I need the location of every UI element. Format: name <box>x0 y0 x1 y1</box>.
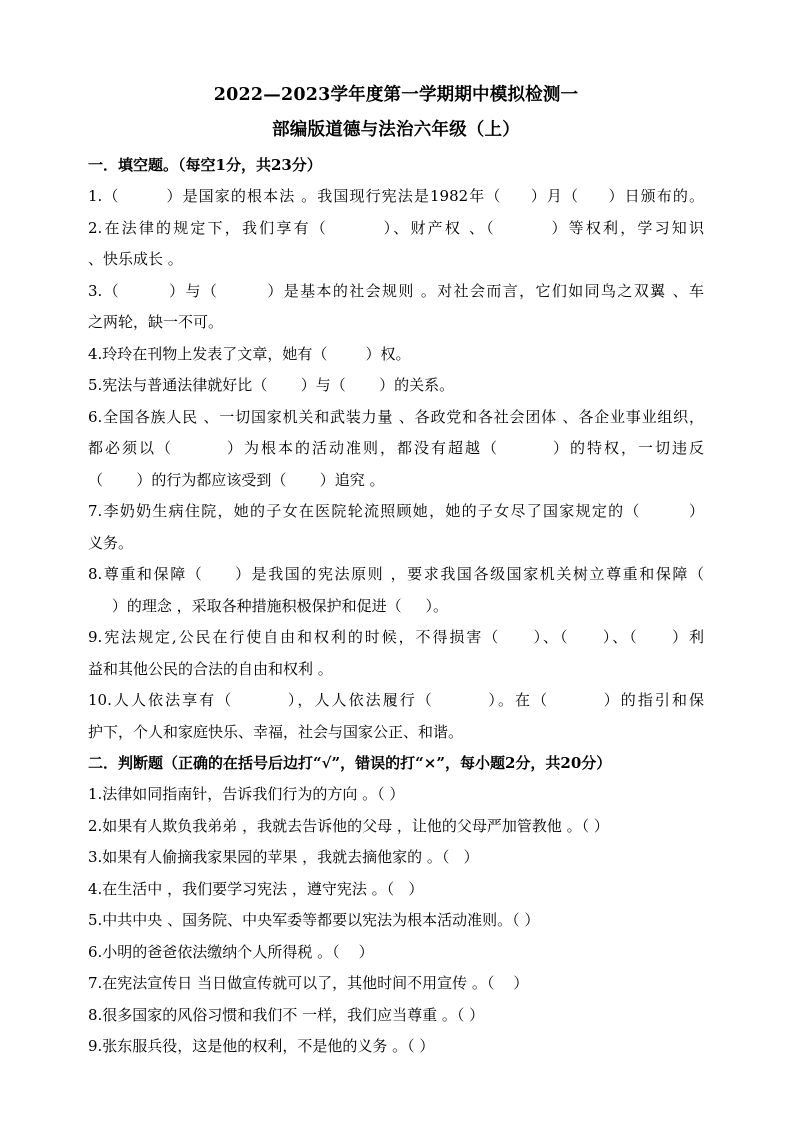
fill-question-line: 2.在法律的规定下，我们享有（ ）、财产权 、（ ）等权利，学习知识 <box>88 218 704 237</box>
judge-question-line: 5.中共中央 、国务院、中央军委等都要以宪法为根本活动准则。（ ） <box>88 911 540 929</box>
judge-question-line: 2.如果有人欺负我弟弟 ，我就去告诉他的父母 ，让他的父母严加管教他 。（ ） <box>88 816 609 835</box>
fill-question-line: 10.人人依法享有（ ），人人依法履行（ ）。在（ ）的指引和保 <box>88 691 704 709</box>
true-false-section <box>88 748 704 1063</box>
judge-question-line: 3.如果有人偷摘我家果园的苹果 ，我就去摘他家的 。（ ） <box>88 848 479 866</box>
fill-question-line: 之两轮，缺一不可。 <box>88 313 224 331</box>
judge-question-line: 4.在生活中 ，我们要学习宪法 ，遵守宪法 。（ ） <box>88 879 424 898</box>
fill-in-heading: 一．填空题。（每空1分，共23分） <box>88 156 322 174</box>
fill-question-line: 义务。 <box>88 533 134 552</box>
fill-question-line: 5.宪法与普通法律就好比（ ）与（ ）的关系。 <box>88 376 455 394</box>
fill-question-line: 3.（ ）与（ ）是基本的社会规则 。对社会而言，它们如同鸟之双翼 、车 <box>88 281 704 300</box>
judge-question-line: 7.在宪法宣传日 当日做宣传就可以了，其他时间不用宣传 。（ ） <box>88 974 529 992</box>
fill-question-line: 6.全国各族人民 、一切国家机关和武装力量 、各政党和各社会团体 、各企业事业组织， <box>88 407 704 426</box>
true-false-heading: 二．判断题（正确的在括号后边打“√”，错误的打“×”，每小题2分，共20分） <box>88 754 612 772</box>
judge-question-line: 6.小明的爸爸依法缴纳个人所得税 。（ ） <box>88 942 374 961</box>
fill-question-line: 益和其他公民的合法的自由和权利 。 <box>88 659 333 678</box>
exam-page <box>88 82 704 1063</box>
fill-question-line: 8.尊重和保障（ ）是我国的宪法原则 ，要求我国各级国家机关树立尊重和保障（ <box>88 565 704 583</box>
fill-question-line: 7.李奶奶生病住院，她的子女在医院轮流照顾她，她的子女尽了国家规定的（ ） <box>88 502 704 520</box>
fill-in-section <box>88 150 704 748</box>
fill-question-line: ）的理念 ，采取各种措施积极保护和促进（ ）。 <box>88 596 448 615</box>
fill-question-line: 护下，个人和家庭快乐、幸福，社会与国家公正、和谐。 <box>88 722 464 741</box>
judge-question-line: 9.张东服兵役，这是他的权利，不是他的义务 。（ ） <box>88 1037 435 1055</box>
fill-question-line: 1.（ ）是国家的根本法 。我国现行宪法是1982年（ ）月（ ）日颁布的。 <box>88 187 704 205</box>
fill-question-line: 、快乐成长 。 <box>88 250 183 268</box>
fill-question-line: 都必须以（ ）为根本的活动准则，都没有超越（ ）的特权，一切违反 <box>88 439 704 457</box>
exam-title: 2022—2023学年度第一学期期中模拟检测一 <box>213 85 579 105</box>
judge-question-line: 8.很多国家的风俗习惯和我们不 一样，我们应当尊重 。（ ） <box>88 1005 485 1024</box>
fill-question-line: 9.宪法规定,公民在行使自由和权利的时候，不得损害（ ）、（ ）、（ ）利 <box>88 628 704 646</box>
judge-question-line: 1.法律如同指南针，告诉我们行为的方向 。（ ） <box>88 785 405 803</box>
exam-subtitle: 部编版道德与法治六年级（上） <box>272 120 520 140</box>
fill-question-line: （ ）的行为都应该受到（ ）追究 。 <box>88 470 385 489</box>
fill-question-line: 4.玲玲在刊物上发表了文章，她有（ ）权。 <box>88 344 411 363</box>
